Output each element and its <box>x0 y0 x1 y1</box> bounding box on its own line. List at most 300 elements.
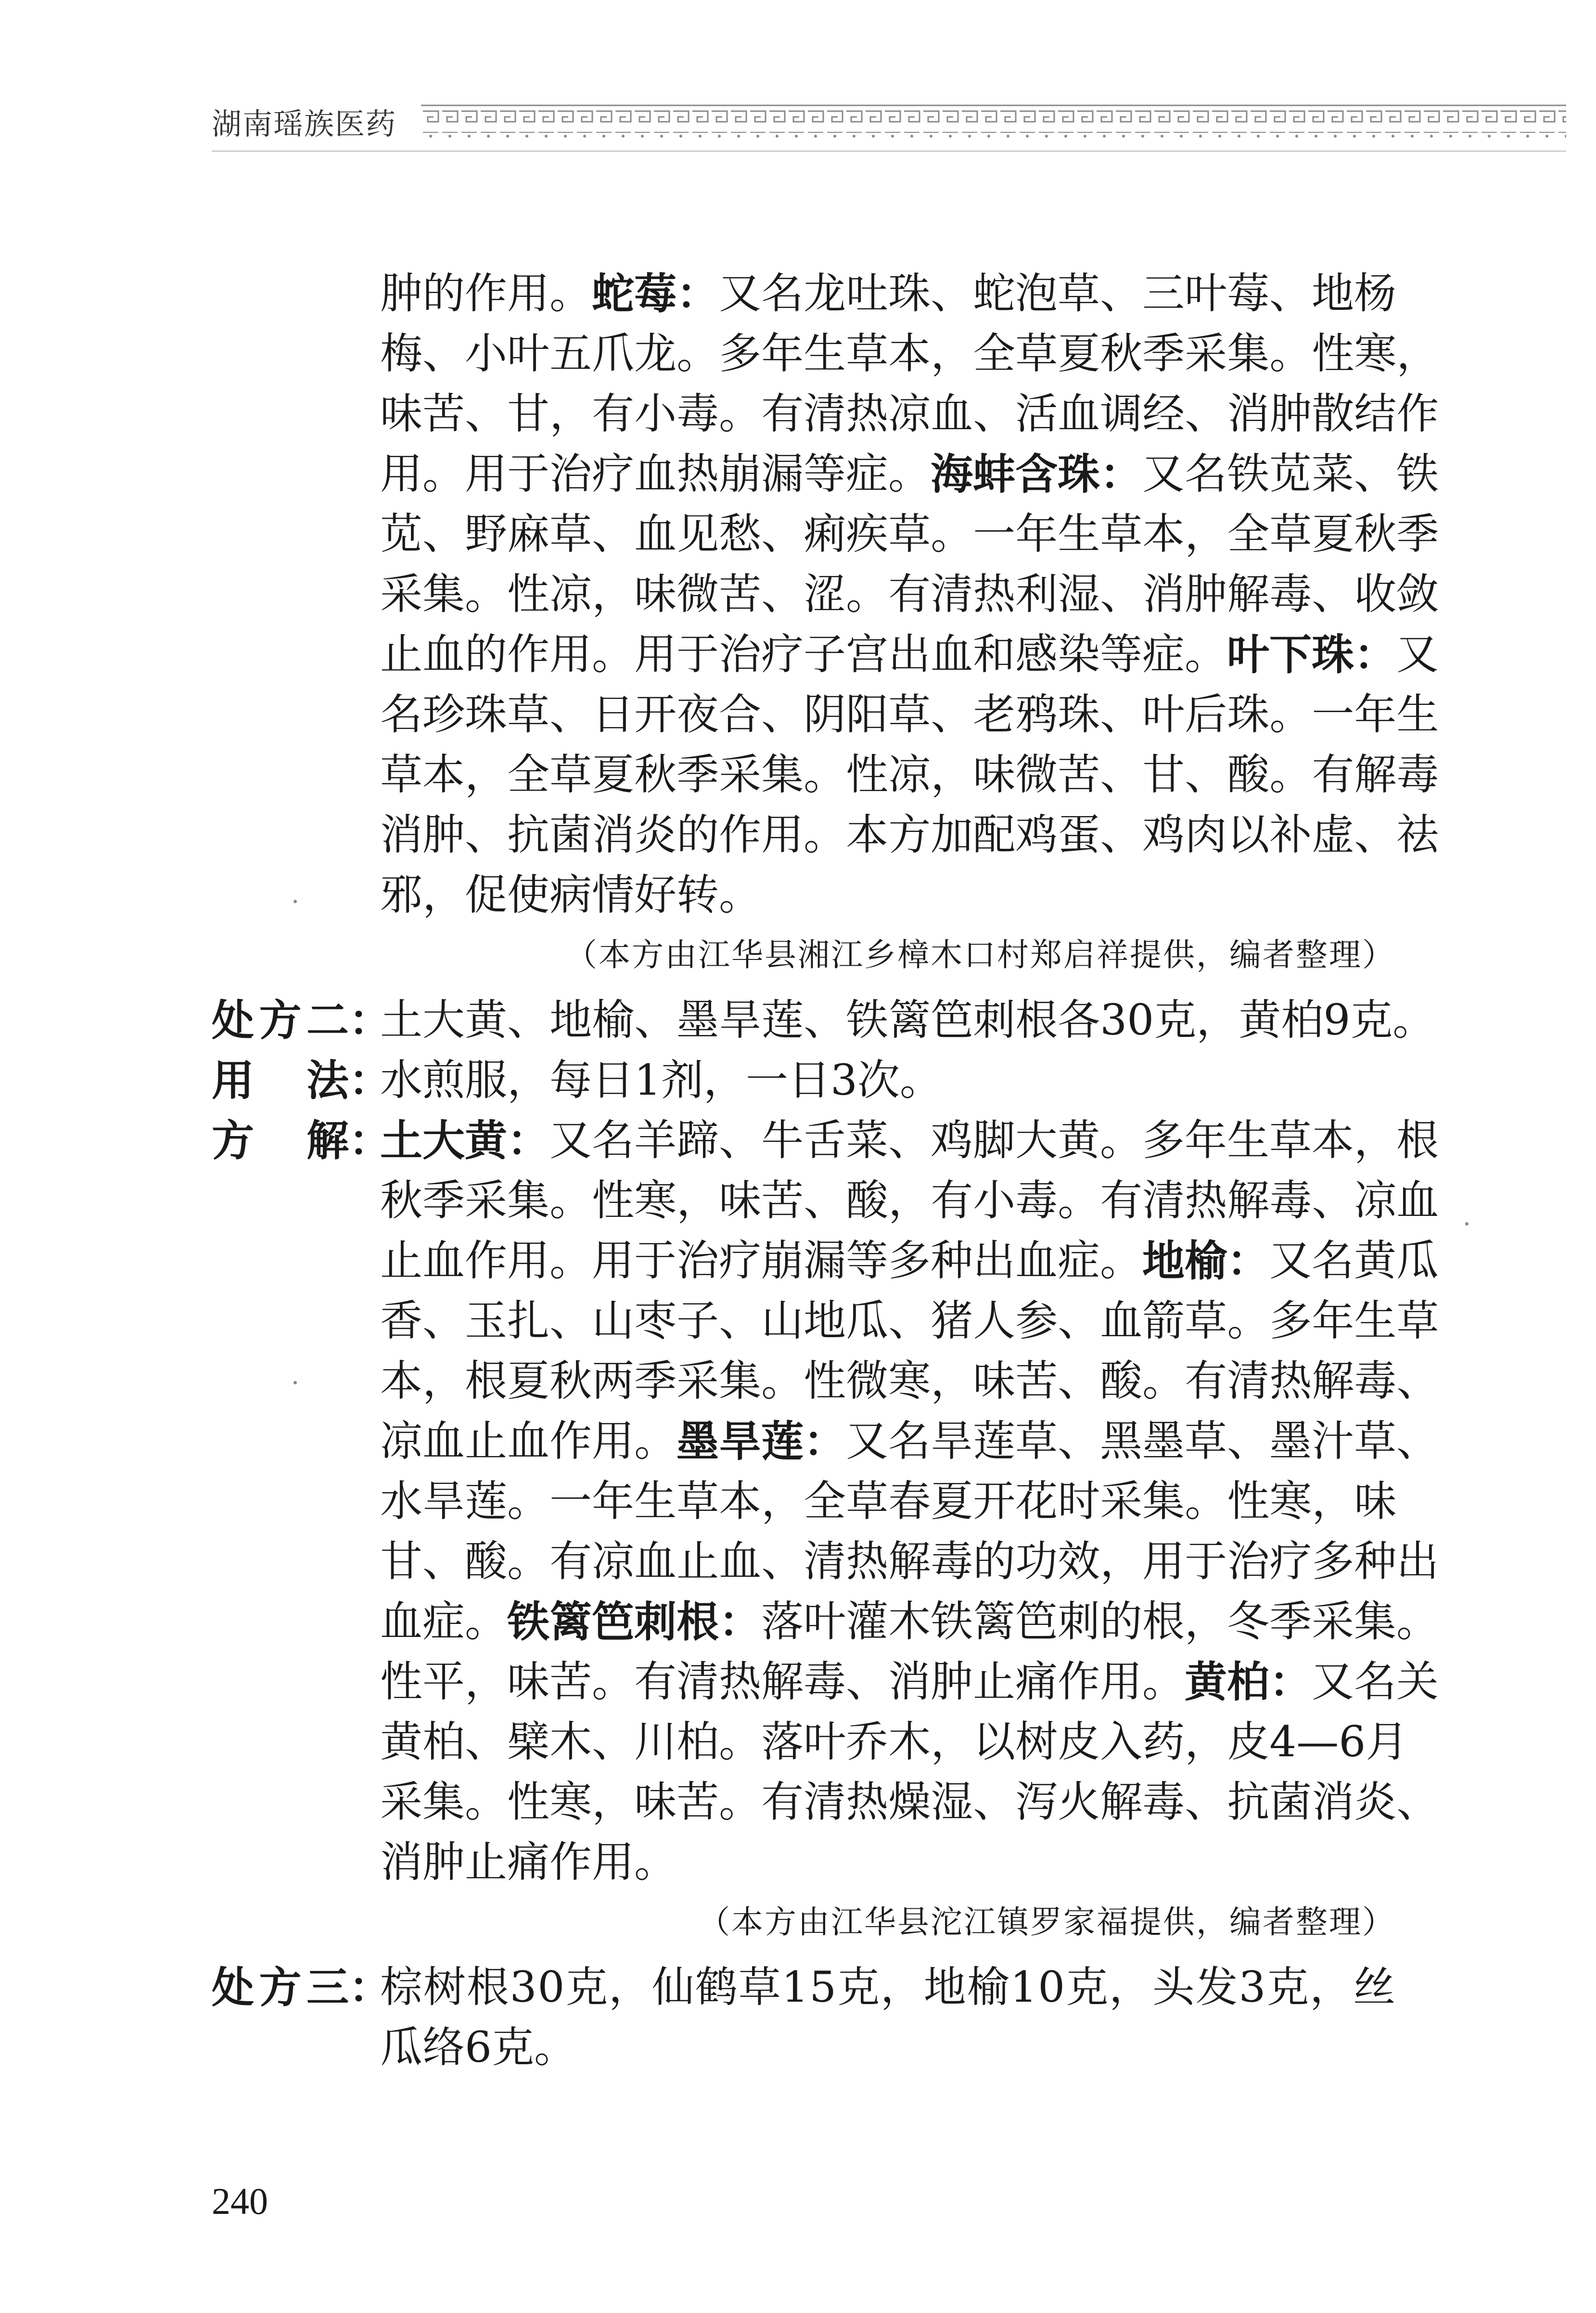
glyph: 川 <box>634 1717 677 1766</box>
glyph: 花 <box>1015 1476 1058 1526</box>
glyph: 、 <box>1312 1176 1354 1225</box>
glyph: 微 <box>677 569 719 619</box>
glyph: 名 <box>380 690 423 739</box>
glyph: 春 <box>888 1476 931 1526</box>
glyph: 生 <box>1058 509 1100 559</box>
glyph: 夏 <box>931 1476 973 1526</box>
glyph: 麻 <box>507 509 550 559</box>
glyph: 叶 <box>1142 690 1185 739</box>
glyph: 敛 <box>1396 569 1439 619</box>
text-line <box>380 1296 1439 1345</box>
glyph: 味 <box>973 750 1016 799</box>
glyph: 寒 <box>888 1356 931 1406</box>
glyph: 疾 <box>846 509 889 559</box>
label-glyph: 方 <box>259 995 302 1045</box>
text-segment: 又名龙吐珠、蛇泡草、三叶莓、地杨 <box>719 268 1397 318</box>
glyph: 鸦 <box>1015 690 1058 739</box>
glyph: 枣 <box>634 1296 677 1345</box>
text-segment: 落叶灌木铁篱笆刺的根，冬季采集。 <box>761 1597 1439 1646</box>
glyph: 年 <box>1015 509 1058 559</box>
glyph: 、 <box>804 995 846 1045</box>
glyph: 山 <box>592 1296 635 1345</box>
text-line <box>380 995 1435 1045</box>
glyph: 黄 <box>465 995 508 1045</box>
glyph: 作 <box>1396 389 1439 438</box>
glyph: 、 <box>973 1777 1016 1827</box>
glyph: 草 <box>549 750 592 799</box>
glyph: 鸡 <box>1142 810 1185 859</box>
glyph: 树 <box>1015 1717 1058 1766</box>
glyph: 莲 <box>761 995 804 1045</box>
glyph: 夏 <box>592 750 635 799</box>
glyph: 。 <box>719 1717 762 1766</box>
glyph: 全 <box>1227 509 1270 559</box>
glyph: 檗 <box>507 1717 550 1766</box>
glyph: ， <box>1196 995 1239 1045</box>
glyph: 生 <box>1396 690 1439 739</box>
glyph: 草 <box>1269 509 1312 559</box>
glyph: 龙 <box>634 329 677 378</box>
glyph: 酸 <box>1100 1356 1143 1406</box>
glyph: 年 <box>1354 690 1397 739</box>
glyph: 祛 <box>1396 810 1439 859</box>
glyph: 、 <box>1185 389 1227 438</box>
glyph: 毒 <box>1396 750 1439 799</box>
glyph: 旱 <box>719 995 762 1045</box>
glyph: 秋 <box>380 1176 423 1225</box>
glyph: 山 <box>761 1296 804 1345</box>
glyph: 苋 <box>380 509 423 559</box>
glyph: 。 <box>719 389 762 438</box>
source-credit: （本方由江华县沱江镇罗家福提供，编者整理） <box>698 1904 1395 1941</box>
glyph: 根 <box>466 1962 509 2012</box>
glyph: 酸 <box>846 1176 889 1225</box>
glyph: 小 <box>973 1176 1016 1225</box>
label-glyph: 方 <box>212 1115 255 1165</box>
glyph: 丝 <box>1353 1962 1395 2012</box>
glyph: 根 <box>465 1356 508 1406</box>
glyph: 有 <box>888 569 931 619</box>
glyph: 季 <box>677 750 719 799</box>
glyph: 性 <box>507 1777 550 1827</box>
glyph: 皮 <box>1058 1717 1100 1766</box>
glyph: 湿 <box>1058 569 1100 619</box>
glyph: 箭 <box>1142 1296 1185 1345</box>
glyph: — <box>1296 1717 1339 1766</box>
glyph: 蛋 <box>1058 810 1100 859</box>
glyph: 。 <box>507 1536 550 1586</box>
glyph: 发 <box>1195 1962 1238 2012</box>
glyph: 一 <box>973 509 1016 559</box>
glyph: 全 <box>973 329 1016 378</box>
glyph: 地 <box>923 1962 966 2012</box>
glyph: 、 <box>422 1536 465 1586</box>
glyph: 性 <box>846 750 889 799</box>
glyph: 生 <box>804 329 846 378</box>
glyph: 采 <box>465 1176 508 1225</box>
glyph: 季 <box>634 1356 677 1406</box>
glyph: ， <box>1310 1962 1353 2012</box>
glyph: 采 <box>677 1356 719 1406</box>
glyph: 血 <box>1058 389 1100 438</box>
glyph: 0 <box>1038 1962 1065 2012</box>
glyph: ， <box>1100 1536 1143 1586</box>
glyph: 凉 <box>592 1536 635 1586</box>
glyph: 。 <box>1058 1176 1100 1225</box>
glyph: 采 <box>1100 1476 1143 1526</box>
glyph: 炎 <box>634 810 677 859</box>
glyph: 秋 <box>634 750 677 799</box>
glyph: 、 <box>1100 690 1143 739</box>
glyph: 收 <box>1354 569 1397 619</box>
term-heading: 叶下珠： <box>1227 629 1397 679</box>
glyph: 毒 <box>1354 1356 1397 1406</box>
glyph: 草 <box>380 750 423 799</box>
glyph: 有 <box>1100 1176 1143 1225</box>
glyph: 火 <box>1058 1777 1100 1827</box>
glyph: 爪 <box>592 329 635 378</box>
glyph: 季 <box>1142 329 1185 378</box>
glyph: 集 <box>1227 329 1270 378</box>
glyph: 草 <box>549 509 592 559</box>
glyph: 血 <box>931 389 973 438</box>
glyph: ， <box>1185 509 1227 559</box>
glyph: 有 <box>761 1777 804 1827</box>
text-segment: 又名旱莲草、黑墨草、墨汁草、 <box>846 1416 1439 1466</box>
glyph: 作 <box>719 810 762 859</box>
glyph: ， <box>1109 1962 1151 2012</box>
glyph: 子 <box>677 1296 719 1345</box>
glyph: 疗 <box>1269 1536 1312 1586</box>
glyph: ， <box>761 1476 804 1526</box>
glyph: 消 <box>592 810 635 859</box>
glyph: 人 <box>973 1296 1016 1345</box>
glyph: 。 <box>1392 995 1435 1045</box>
glyph: ， <box>880 1962 923 2012</box>
glyph: 水 <box>380 1476 423 1526</box>
glyph: 性 <box>592 1176 635 1225</box>
glyph: 鸡 <box>1015 810 1058 859</box>
text-line <box>380 449 1439 499</box>
glyph: 本 <box>422 750 465 799</box>
glyph: 时 <box>1058 1476 1100 1526</box>
glyph: 木 <box>888 1717 931 1766</box>
glyph: 榆 <box>592 995 635 1045</box>
text-segment: 性平，味苦。有清热解毒、消肿止痛作用。 <box>380 1657 1185 1706</box>
glyph: 菌 <box>1269 1777 1312 1827</box>
glyph: 墨 <box>677 995 719 1045</box>
glyph: 、 <box>1100 750 1143 799</box>
glyph: 年 <box>592 1476 635 1526</box>
glyph: 、 <box>1312 569 1354 619</box>
glyph: 秋 <box>1354 509 1397 559</box>
text-segment: 又名羊蹄、牛舌菜、鸡脚大黄。多年生草本，根 <box>549 1115 1439 1165</box>
glyph: 大 <box>422 995 465 1045</box>
glyph: 寒 <box>549 1777 592 1827</box>
glyph: 1 <box>781 1962 809 2012</box>
glyph: 仙 <box>651 1962 694 2012</box>
glyph: 珍 <box>422 690 465 739</box>
glyph: ， <box>592 1777 635 1827</box>
glyph: 、 <box>1058 1296 1100 1345</box>
glyph: 秋 <box>1100 329 1143 378</box>
glyph: 、 <box>422 329 465 378</box>
label-glyph: 解 <box>306 1115 349 1165</box>
glyph: 克 <box>1266 1962 1309 2012</box>
glyph: 寒 <box>1269 1476 1312 1526</box>
glyph: 见 <box>677 509 719 559</box>
glyph: 清 <box>1227 1356 1270 1406</box>
glyph: 血 <box>634 1536 677 1586</box>
glyph: 。 <box>931 509 973 559</box>
text-segment: 止血的作用。用于治疗子宫出血和感染等症。 <box>380 629 1227 679</box>
glyph: 篱 <box>888 995 931 1045</box>
glyph: ， <box>1312 1476 1354 1526</box>
glyph: 有 <box>931 1176 973 1225</box>
glyph: 开 <box>973 1476 1016 1526</box>
glyph: 有 <box>1185 1356 1227 1406</box>
glyph: 。 <box>761 1356 804 1406</box>
glyph: 药 <box>1142 1717 1185 1766</box>
glyph: 、 <box>507 995 550 1045</box>
text-segment: 又名铁苋菜、铁 <box>1142 449 1439 498</box>
glyph: 。 <box>1269 690 1312 739</box>
glyph: 、 <box>634 995 677 1045</box>
glyph: 菌 <box>549 810 592 859</box>
text-line <box>380 810 1439 859</box>
glyph: 补 <box>1269 810 1312 859</box>
label-glyph: 三 <box>306 1962 349 2012</box>
glyph: 、 <box>1396 1356 1439 1406</box>
glyph: 加 <box>931 810 973 859</box>
glyph: 头 <box>1152 1962 1195 2012</box>
glyph: 黄 <box>1238 995 1281 1045</box>
glyph: 、 <box>1354 810 1397 859</box>
glyph: 、 <box>549 690 592 739</box>
glyph: 草 <box>677 1476 719 1526</box>
text-line <box>380 690 1439 739</box>
glyph: 血 <box>719 1536 762 1586</box>
term-heading: 墨旱莲： <box>677 1416 846 1466</box>
glyph: 利 <box>1015 569 1058 619</box>
glyph: 。 <box>804 810 846 859</box>
glyph: 采 <box>1185 329 1227 378</box>
glyph: 、 <box>1185 1777 1227 1827</box>
glyph: 凉 <box>549 569 592 619</box>
usage-label <box>212 1055 392 1105</box>
glyph: 6 <box>1339 1717 1366 1766</box>
glyph: 经 <box>1142 389 1185 438</box>
glyph: 阴 <box>804 690 846 739</box>
text-segment: 又 <box>1396 629 1439 679</box>
header-title: 湖南瑶族医药 <box>212 106 397 141</box>
glyph: 开 <box>634 690 677 739</box>
glyph: 、 <box>422 1296 465 1345</box>
glyph: 合 <box>719 690 762 739</box>
glyph: 后 <box>1185 690 1227 739</box>
text-line <box>380 1536 1439 1586</box>
glyph: 秋 <box>549 1356 592 1406</box>
glyph: ， <box>1185 1717 1227 1766</box>
glyph: 草 <box>507 690 550 739</box>
label-colon: ： <box>349 1962 392 2012</box>
glyph: 日 <box>592 690 635 739</box>
glyph: 多 <box>1269 1296 1312 1345</box>
glyph: 甘 <box>507 389 550 438</box>
glyph: 味 <box>973 1356 1016 1406</box>
glyph: ， <box>549 389 592 438</box>
glyph: 虚 <box>1312 810 1354 859</box>
glyph: 有 <box>549 1536 592 1586</box>
glyph: 热 <box>846 1777 889 1827</box>
text-line <box>380 1477 1395 1525</box>
glyph: 、 <box>761 569 804 619</box>
glyph: 全 <box>804 1476 846 1526</box>
glyph: 热 <box>973 569 1016 619</box>
glyph: 、 <box>1185 750 1227 799</box>
glyph: 、 <box>761 509 804 559</box>
glyph: 叶 <box>507 329 550 378</box>
text-line <box>380 1717 1408 1766</box>
glyph: 方 <box>888 810 931 859</box>
label-text <box>212 1963 349 2011</box>
label-glyph: 用 <box>212 1055 255 1105</box>
glyph: 、 <box>888 1296 931 1345</box>
glyph: 血 <box>1100 1296 1143 1345</box>
glyph: 抗 <box>507 810 550 859</box>
glyph: 有 <box>592 389 635 438</box>
glyph: 年 <box>1312 1296 1354 1345</box>
glyph: 采 <box>380 569 423 619</box>
glyph: 。 <box>1227 1296 1270 1345</box>
glyph: 毒 <box>1142 1777 1185 1827</box>
glyph: 苦 <box>761 1176 804 1225</box>
text-line <box>380 1115 1439 1165</box>
glyph: 、 <box>931 690 973 739</box>
glyph: 解 <box>1312 1356 1354 1406</box>
glyph: 结 <box>1354 389 1397 438</box>
glyph: 炎 <box>1354 1777 1397 1827</box>
text-line <box>380 329 1439 378</box>
source-credit: （本方由江华县湘江乡樟木口村郑启祥提供，编者整理） <box>565 936 1395 973</box>
glyph: 克 <box>837 1962 880 2012</box>
glyph: 、 <box>1058 1356 1100 1406</box>
text-line <box>380 750 1439 799</box>
glyph: 采 <box>380 1777 423 1827</box>
glyph: 旱 <box>422 1476 465 1526</box>
glyph: 味 <box>634 1777 677 1827</box>
glyph: 毒 <box>1015 1176 1058 1225</box>
label-glyph: 处 <box>212 995 255 1045</box>
glyph: 凉 <box>888 750 931 799</box>
glyph: 甘 <box>1142 750 1185 799</box>
glyph: 解 <box>1227 1176 1270 1225</box>
glyph: 酸 <box>465 1536 508 1586</box>
glyph: ， <box>592 569 635 619</box>
glyph: 木 <box>549 1717 592 1766</box>
term-heading: 土大黄： <box>380 1115 550 1165</box>
glyph: 季 <box>422 1176 465 1225</box>
glyph: 热 <box>846 389 889 438</box>
label-colon: ： <box>349 1115 392 1165</box>
glyph: 、 <box>719 1296 762 1345</box>
glyph: 草 <box>888 509 931 559</box>
glyph: 草 <box>888 690 931 739</box>
glyph: 克 <box>565 1962 608 2012</box>
glyph: 4 <box>1269 1717 1297 1766</box>
glyph: 、 <box>592 509 635 559</box>
text-segment: 止血作用。用于治疗崩漏等多种出血症。 <box>380 1236 1143 1285</box>
glyph: 热 <box>1269 1356 1312 1406</box>
glyph: 、 <box>422 509 465 559</box>
glyph: 采 <box>719 750 762 799</box>
glyph: 。 <box>465 1777 508 1827</box>
glyph: 。 <box>1269 750 1312 799</box>
glyph: 肿 <box>1185 569 1227 619</box>
glyph: 解 <box>1100 1777 1143 1827</box>
glyph: 两 <box>592 1356 635 1406</box>
text-segment: 用。用于治疗血热崩漏等症。 <box>380 449 931 498</box>
glyph: 的 <box>677 810 719 859</box>
glyph: 集 <box>1142 1476 1185 1526</box>
glyph: 夏 <box>1058 329 1100 378</box>
glyph: 3 <box>1238 1962 1266 2012</box>
glyph: 止 <box>677 1536 719 1586</box>
page-number: 240 <box>212 2180 268 2222</box>
glyph: 莲 <box>465 1476 508 1526</box>
label-colon: ： <box>349 995 392 1045</box>
glyph: 老 <box>973 690 1016 739</box>
text-line <box>380 1963 1395 2011</box>
glyph: 、 <box>465 389 508 438</box>
glyph: 血 <box>1396 1176 1439 1225</box>
glyph: 克 <box>1154 995 1197 1045</box>
glyph: ， <box>422 1356 465 1406</box>
text-segment: 又名关 <box>1312 1657 1439 1706</box>
glyph: 血 <box>634 509 677 559</box>
glyph: 配 <box>973 810 1016 859</box>
term-heading: 蛇莓： <box>592 268 719 319</box>
glyph: 苦 <box>1058 750 1100 799</box>
glyph: 1 <box>1010 1962 1037 2012</box>
scan-speck <box>1465 1222 1468 1226</box>
glyph: 草 <box>738 1962 781 2012</box>
text-line <box>380 389 1439 438</box>
glyph: 梅 <box>380 329 423 378</box>
label-text <box>212 1116 349 1164</box>
glyph: ， <box>677 1176 719 1225</box>
text-line: 邪，促使病情好转。 <box>380 870 762 920</box>
glyph: 夏 <box>1312 509 1354 559</box>
glyph: 活 <box>1015 389 1058 438</box>
text-line <box>380 1356 1439 1406</box>
glyph: 季 <box>1396 509 1439 559</box>
glyph: 珠 <box>465 690 508 739</box>
glyph: 柏 <box>1281 995 1324 1045</box>
glyph: 用 <box>761 810 804 859</box>
glyph: 克 <box>1350 995 1393 1045</box>
prescription-label <box>212 995 392 1045</box>
glyph: 草 <box>1185 1296 1227 1345</box>
glyph: 消 <box>1142 569 1185 619</box>
glyph: 、 <box>973 389 1016 438</box>
glyph: 、 <box>592 1717 635 1766</box>
text-line <box>380 1236 1439 1286</box>
glyph: 野 <box>465 509 508 559</box>
glyph: 消 <box>1227 389 1270 438</box>
glyph: 以 <box>1227 810 1270 859</box>
glyph: 、 <box>804 1176 846 1225</box>
